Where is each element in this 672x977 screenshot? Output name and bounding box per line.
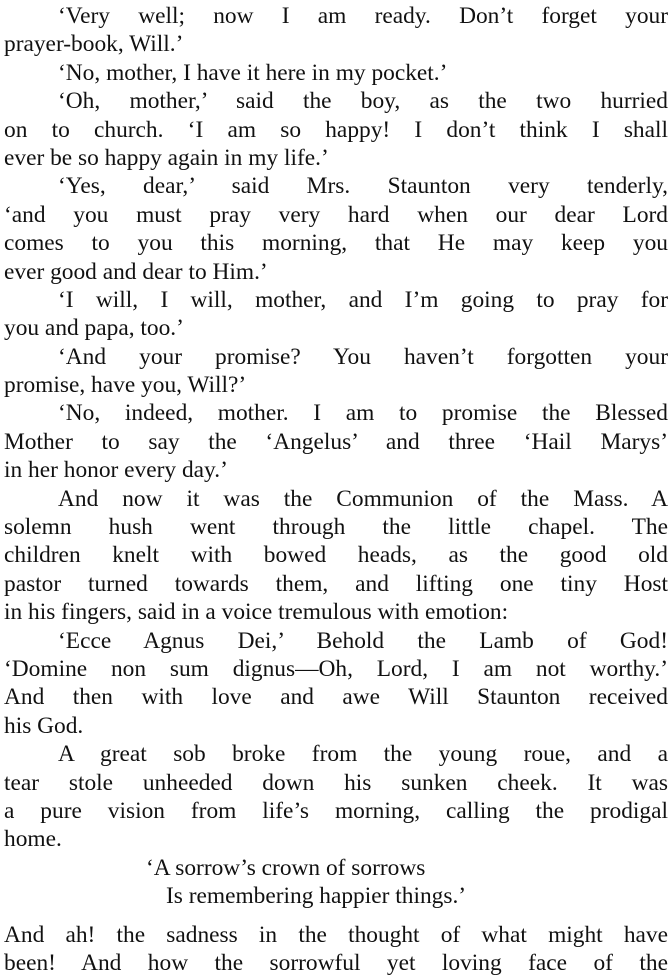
verse-line: ‘A sorrow’s crown of sorrows — [4, 854, 668, 882]
text-line: his God. — [4, 712, 668, 740]
text-line: ever be so happy again in my life.’ — [4, 144, 668, 172]
paragraph-promise — [4, 343, 668, 400]
book-page — [4, 2, 668, 977]
paragraph-sob — [4, 740, 668, 854]
paragraph-closing — [4, 921, 668, 977]
text-line: And then with love and awe Will Staunton received — [4, 683, 668, 711]
text-line: home. — [4, 825, 668, 853]
text-line: ‘Very well; now I am ready. Don’t forget your — [4, 2, 668, 30]
text-line: comes to you this morning, that He may keep you — [4, 229, 668, 257]
text-line: A great sob broke from the young roue, and a — [4, 740, 668, 768]
text-line: ‘I will, I will, mother, and I’m going to pray for — [4, 286, 668, 314]
paragraph-pocket — [4, 59, 668, 87]
text-line: ‘No, mother, I have it here in my pocket.’ — [4, 59, 668, 87]
text-line: you and papa, too.’ — [4, 314, 668, 342]
text-line: ‘and you must pray very hard when our dear Lord — [4, 201, 668, 229]
paragraph-tenderly — [4, 172, 668, 286]
paragraph-happy — [4, 87, 668, 172]
text-line: a pure vision from life’s morning, calling the prodigal — [4, 797, 668, 825]
verse-spacing — [4, 911, 668, 921]
text-line: prayer-book, Will.’ — [4, 30, 668, 58]
text-line: in her honor every day.’ — [4, 456, 668, 484]
paragraph-ecce-agnus — [4, 627, 668, 741]
text-line: pastor turned towards them, and lifting one tiny Host — [4, 570, 668, 598]
text-line: children knelt with bowed heads, as the good old — [4, 541, 668, 569]
text-line: ‘No, indeed, mother. I am to promise the Blessed — [4, 399, 668, 427]
text-line: And now it was the Communion of the Mass. A — [4, 485, 668, 513]
paragraph-ready — [4, 2, 668, 59]
paragraph-communion — [4, 485, 668, 627]
text-line: in his fingers, said in a voice tremulous with emotion: — [4, 598, 668, 626]
text-line: ever good and dear to Him.’ — [4, 258, 668, 286]
text-line: ‘Oh, mother,’ said the boy, as the two hurried — [4, 87, 668, 115]
text-line: ‘And your promise? You haven’t forgotten your — [4, 343, 668, 371]
text-line: ‘Domine non sum dignus—Oh, Lord, I am not worthy.’ — [4, 655, 668, 683]
text-line: tear stole unheeded down his sunken cheek. It was — [4, 769, 668, 797]
text-line: solemn hush went through the little chapel. The — [4, 513, 668, 541]
text-line: on to church. ‘I am so happy! I don’t think I shall — [4, 116, 668, 144]
verse-line: Is remembering happier things.’ — [4, 882, 668, 910]
text-line: ‘Yes, dear,’ said Mrs. Staunton very tenderly, — [4, 172, 668, 200]
verse-quotation — [4, 854, 668, 911]
paragraph-angelus — [4, 399, 668, 484]
text-line: And ah! the sadness in the thought of what might have — [4, 921, 668, 949]
text-line: promise, have you, Will?’ — [4, 371, 668, 399]
text-line: ‘Ecce Agnus Dei,’ Behold the Lamb of God! — [4, 627, 668, 655]
text-line: Mother to say the ‘Angelus’ and three ‘Hail Marys’ — [4, 428, 668, 456]
text-line: been! And how the sorrowful yet loving face of the — [4, 949, 668, 977]
paragraph-pray — [4, 286, 668, 343]
